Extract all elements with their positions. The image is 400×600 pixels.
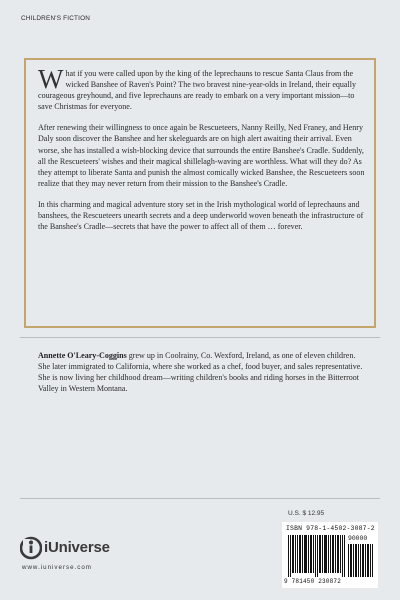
divider-bottom <box>20 498 380 499</box>
publisher-name: iUniverse <box>44 539 110 556</box>
author-bio <box>38 350 368 394</box>
author-bio-text: grew up in Coolrainy, Co. Wexford, Ireland, as one of eleven children. She later immigrated to California, where she worked as a chef, food buyer, and sales representative. She is now living her childhood dream—writing children's books and riding horses in the Bitterroot Valley in Western Montana. <box>38 351 363 394</box>
isbn-text: ISBN 978-1-4502-3087-2 <box>286 525 375 532</box>
barcode-digits: 9 781450 230872 <box>284 578 342 585</box>
divider-top <box>20 337 380 338</box>
blurb-paragraph-1-text: hat if you were called upon by the king of the leprechauns to rescue Santa Claus from the wicked Banshee of Raven's Point? The two bravest nine-year-olds in Ireland, their equally courageous greyhound, and five leprechauns are ready to embark on a very important mission—to save Christmas for everyone. <box>38 69 357 112</box>
addon-code: 90000 <box>348 535 368 542</box>
iuniverse-logo-icon <box>20 536 42 560</box>
drop-cap: W <box>38 64 64 94</box>
addon-barcode-icon <box>348 544 374 577</box>
genre-label: CHILDREN'S FICTION <box>21 15 91 22</box>
publisher-url: www.iuniverse.com <box>22 564 92 571</box>
publisher-logo <box>20 534 130 580</box>
price-label: U.S. $ 12.95 <box>288 510 325 517</box>
blurb-text <box>38 64 366 242</box>
blurb-paragraph-3: In this charming and magical adventure story set in the Irish mythological world of leprechauns and banshees, the Rescueteers unearth secrets and a deep underworld woven beneath the infrastructure of the Banshee's Cradle—secrets that have the power to affect all of them … forever. <box>38 199 364 232</box>
blurb-paragraph-1 <box>38 64 366 112</box>
author-name: Annette O'Leary-Coggins <box>38 351 127 360</box>
blurb-paragraph-2: After renewing their willingness to once again be Rescueteers, Nanny Reilly, Ned Franey, and Henry Daly soon discover the Banshee and her skeleguards are on high alert awaiting their arrival. Even worse, she has installed a wish-blocking device that surrounds the entire Banshee's Cradle. Suddenly, all the Rescueteers' wishes and their magical shillelagh-waving are worthless. What will they do? As they attempt to liberate Santa and punish the almost comically wicked Banshee, the Rescueteers soon realize that they may never return from their mission to the Banshee's Cradle. <box>38 123 365 188</box>
ean-barcode-icon <box>288 535 346 577</box>
barcode <box>282 522 378 588</box>
